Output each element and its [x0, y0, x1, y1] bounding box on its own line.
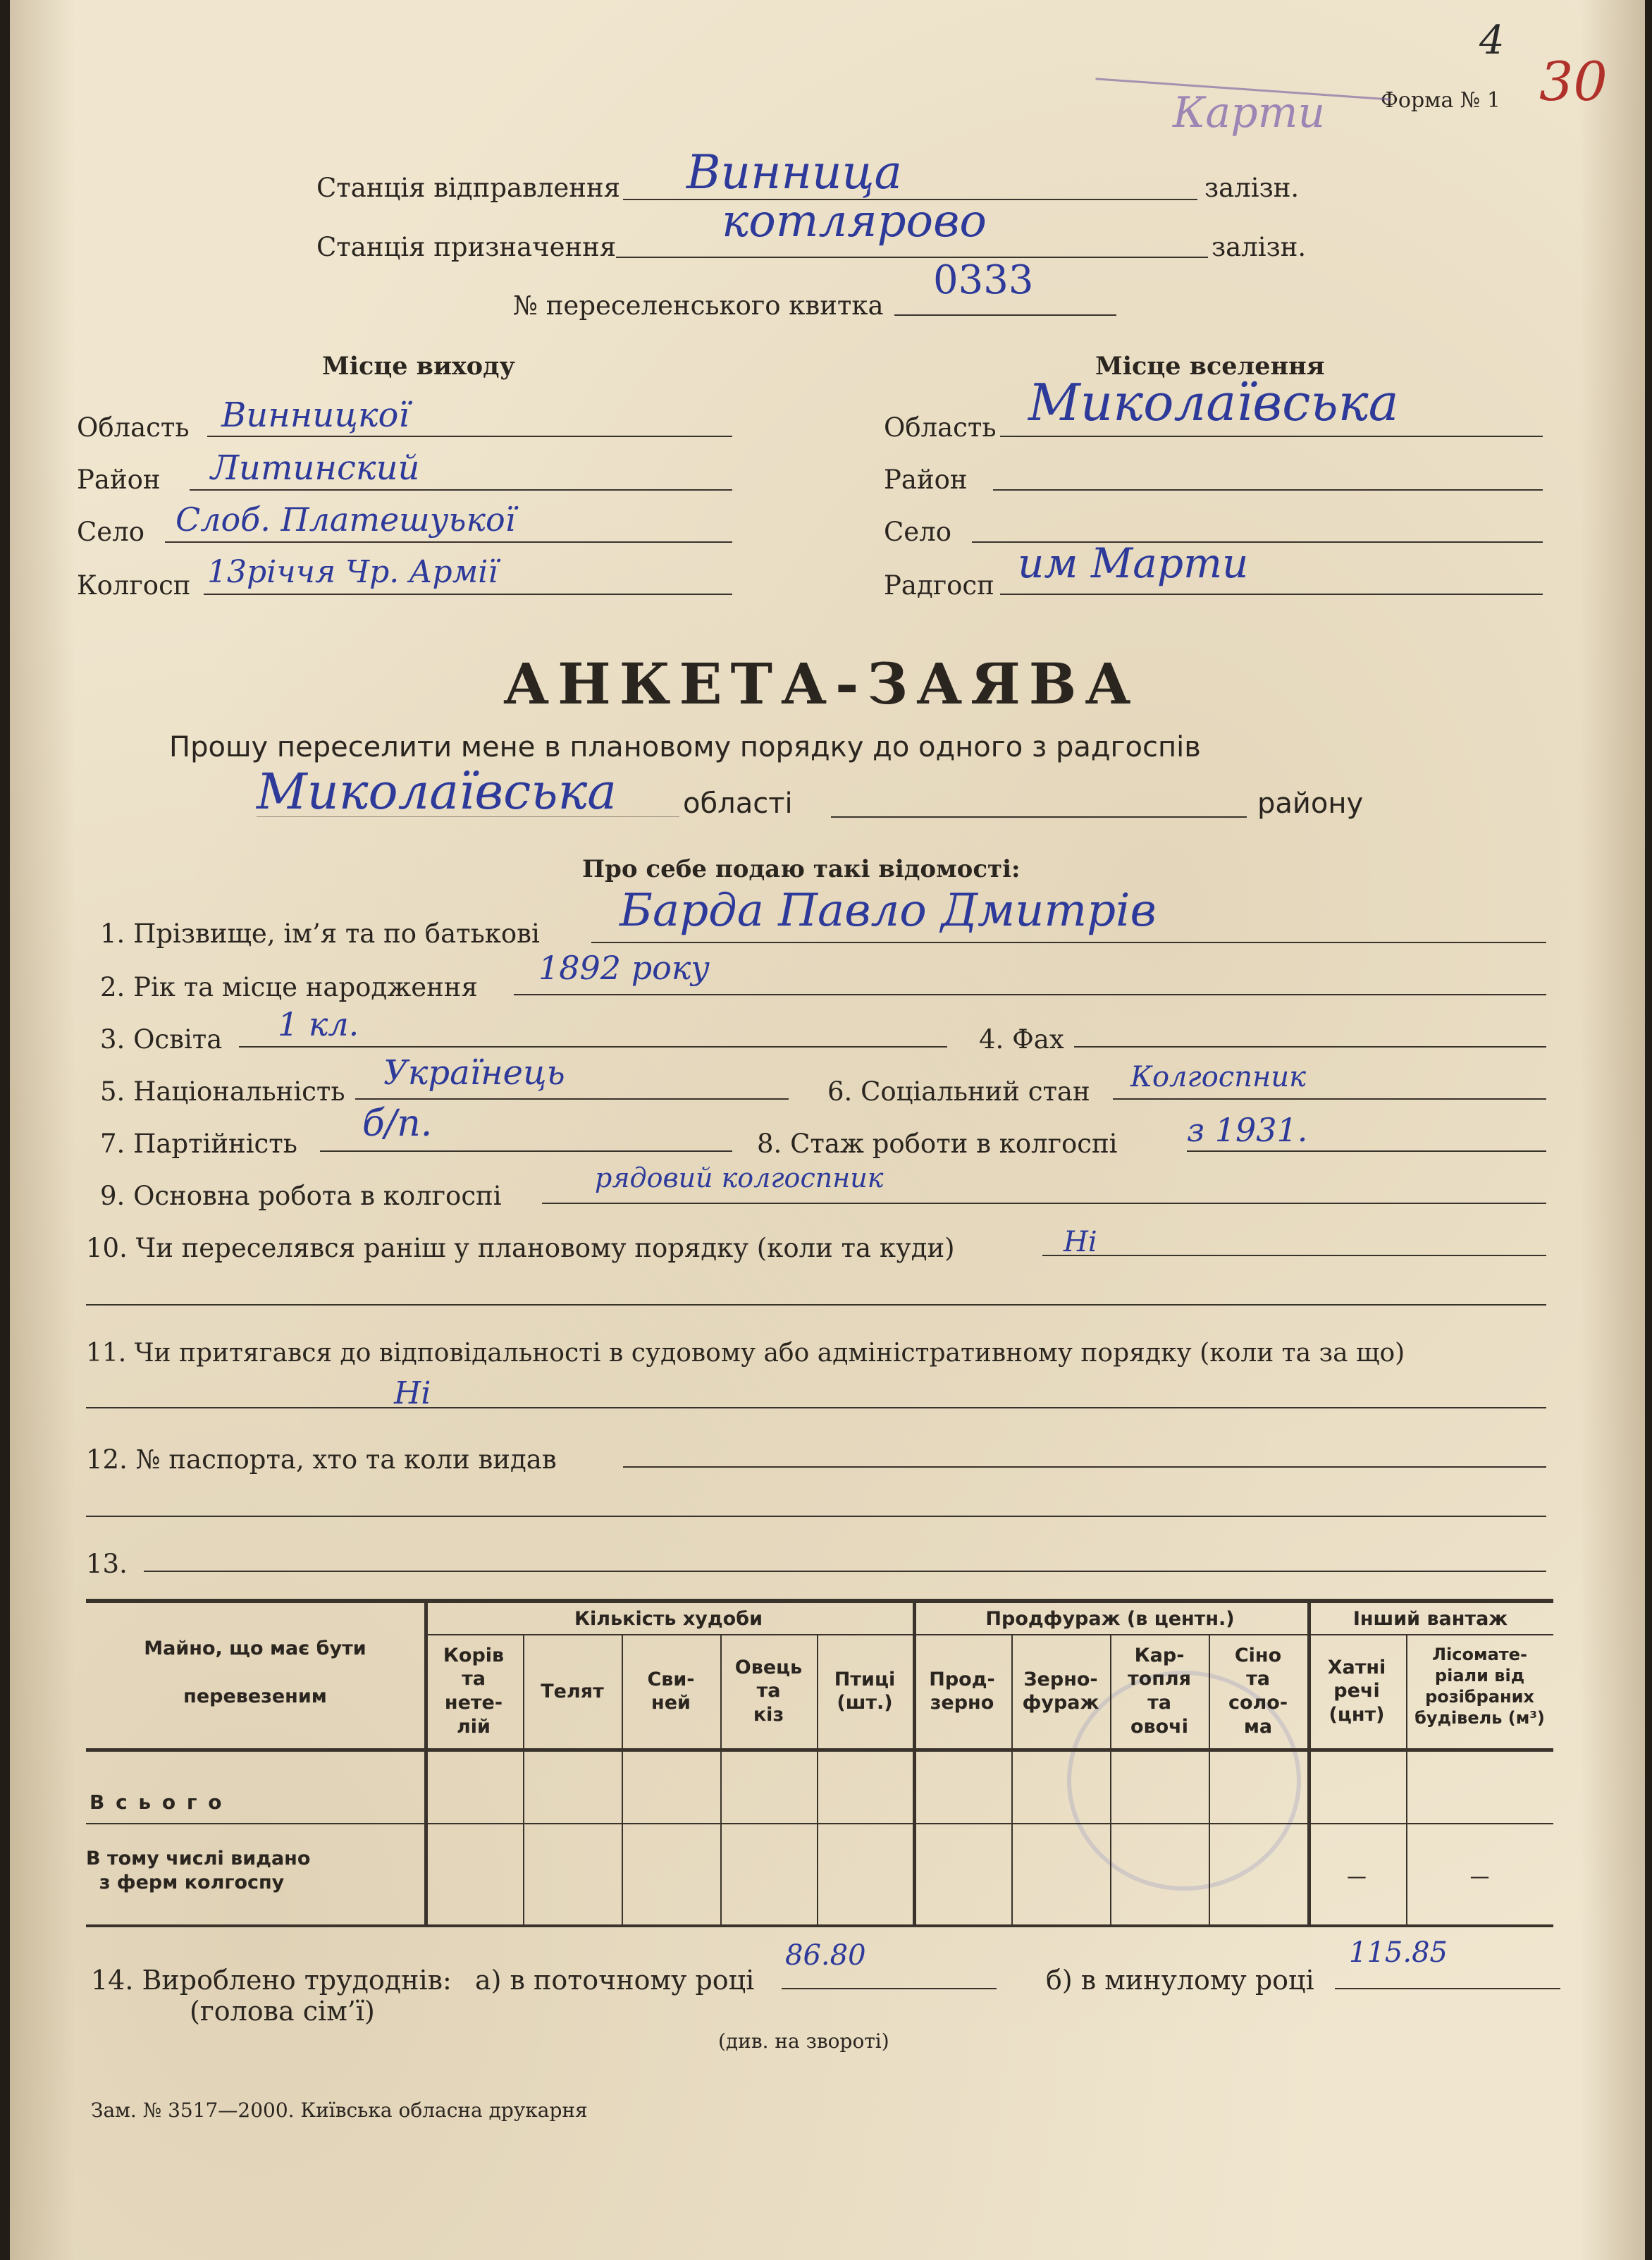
f2-label: 2. Рік та місце народження — [100, 972, 478, 1002]
table-header-rule — [86, 1748, 1553, 1752]
f5-value: Українець — [383, 1053, 565, 1093]
document-page — [10, 0, 1645, 2260]
f6-line — [1113, 1098, 1546, 1100]
table-col-property: Майно, що має бути перевезеним — [144, 1638, 366, 1707]
table-col-separator — [1307, 1599, 1311, 1924]
ticket-value: 0333 — [933, 257, 1034, 303]
f1-value: Барда Павло Дмитрів — [620, 885, 1157, 937]
workdays-label: 14. Вироблено трудоднів: — [91, 1965, 452, 1996]
table-col-separator — [523, 1634, 524, 1924]
hw-number-red: 30 — [1539, 50, 1608, 113]
origin-selo-label: Село — [77, 517, 144, 547]
departure-value: Винница — [686, 145, 902, 199]
workdays-previous-label: б) в минулому році — [1046, 1965, 1314, 1996]
table-col-header: Кар- топля та овочі — [1128, 1644, 1191, 1738]
table-group-livestock: Кількість худоби — [574, 1608, 763, 1630]
request-oblast-value: Миколаївська — [257, 763, 617, 821]
dest-raion-line — [993, 489, 1543, 491]
origin-heading: Місце виходу — [322, 352, 515, 381]
f8-label: 8. Стаж роботи в колгоспі — [757, 1129, 1118, 1159]
f7-value: б/п. — [362, 1103, 433, 1145]
request-raion-line — [831, 816, 1247, 818]
origin-kolhosp-value: 13річчя Чр. Армії — [207, 554, 498, 590]
table-cell: — — [1347, 1865, 1367, 1888]
f9-label: 9. Основна робота в колгоспі — [100, 1181, 502, 1211]
request-oblast-line — [257, 816, 679, 817]
table-row-total-label: В с ь о г о — [90, 1791, 224, 1814]
request-line1: Прошу переселити мене в плановому порядку до одного з радгоспів — [169, 731, 1201, 763]
departure-rail: залізн. — [1204, 173, 1300, 203]
f10-line2 — [86, 1304, 1546, 1306]
table-col-header: Корів та нете- лій — [443, 1644, 505, 1738]
f1-line — [591, 942, 1546, 943]
table-col-separator — [913, 1599, 916, 1924]
f1-label: 1. Прізвище, ім’я та по батькові — [100, 919, 540, 949]
table-col-separator — [424, 1599, 428, 1924]
request-raion-word: району — [1257, 787, 1364, 820]
f6-label: 6. Соціальний стан — [827, 1076, 1090, 1107]
dest-oblast-value: Миколаївська — [1028, 373, 1399, 432]
destination-heading: Місце вселення — [1095, 352, 1325, 381]
f4-line — [1074, 1046, 1546, 1048]
hw-number-top: 4 — [1479, 18, 1505, 63]
f13-line — [144, 1571, 1546, 1572]
f10-value: Ні — [1064, 1226, 1097, 1258]
table-col-separator — [1110, 1634, 1111, 1924]
f2-value: 1892 року — [538, 949, 710, 987]
origin-oblast-line — [207, 436, 732, 437]
f10-label: 10. Чи переселявся раніш у плановому порядку (коли та куди) — [86, 1233, 955, 1263]
f9-value: рядовий колгоспник — [595, 1162, 884, 1193]
origin-oblast-label: Область — [77, 412, 190, 443]
table-col-separator — [720, 1634, 722, 1924]
hw-scribble: Карти — [1173, 88, 1326, 137]
table-col-header: Сви- ней — [647, 1668, 695, 1714]
request-oblast-word: області — [683, 787, 793, 820]
f3-value: 1 кл. — [278, 1005, 359, 1043]
f11-label: 11. Чи притягався до відповідальності в судовому або адміністративному порядку (коли та за що) — [86, 1339, 1405, 1368]
origin-raion-value: Литинский — [211, 448, 420, 488]
table-col-header: Хатні речі (цнт) — [1327, 1656, 1386, 1726]
arrival-value: котлярово — [722, 195, 987, 247]
origin-kolhosp-line — [204, 594, 732, 595]
workdays-previous-line — [1335, 1988, 1560, 1989]
dest-raion-label: Район — [884, 465, 968, 495]
f5-label: 5. Національність — [100, 1076, 345, 1107]
f13-label: 13. — [86, 1549, 128, 1579]
table-col-separator — [622, 1634, 623, 1924]
ticket-line — [894, 314, 1116, 316]
table-col-header: Сіно та соло- ма — [1228, 1644, 1288, 1738]
f4-label: 4. Фах — [979, 1024, 1064, 1055]
f2-line — [514, 994, 1546, 995]
f3-label: 3. Освіта — [100, 1024, 223, 1055]
table-col-header: Прод- зерно — [929, 1668, 995, 1714]
f9-line — [542, 1203, 1546, 1204]
f8-line — [1187, 1150, 1546, 1152]
f8-value: з 1931. — [1187, 1111, 1308, 1149]
f11-value: Ні — [394, 1375, 431, 1411]
table-bottom-border — [86, 1924, 1553, 1927]
origin-selo-line — [165, 541, 732, 543]
workdays-current-line — [782, 1988, 997, 1989]
origin-kolhosp-label: Колгосп — [77, 570, 191, 601]
table-group-rule — [424, 1634, 1553, 1635]
table-col-separator — [1406, 1634, 1407, 1924]
workdays-previous-value: 115.85 — [1349, 1936, 1448, 1969]
f6-value: Колгоспник — [1130, 1061, 1306, 1093]
f7-label: 7. Партійність — [100, 1129, 297, 1159]
origin-selo-value: Слоб. Платешуької — [175, 500, 516, 539]
dest-oblast-line — [1000, 436, 1543, 437]
document-title: АНКЕТА-ЗАЯВА — [503, 651, 1140, 717]
origin-raion-label: Район — [77, 465, 161, 495]
table-cell: — — [1469, 1865, 1490, 1888]
origin-raion-line — [190, 489, 732, 491]
table-top-border — [86, 1599, 1553, 1603]
table-col-separator — [1209, 1634, 1210, 1924]
table-col-header: Птиці (шт.) — [834, 1668, 896, 1714]
info-heading: Про себе подаю такі відомості: — [582, 855, 1021, 883]
f7-line — [320, 1150, 732, 1152]
f5-line — [355, 1098, 789, 1100]
table-row-farms-label: В тому числі видано з ферм колгоспу — [86, 1848, 311, 1893]
origin-oblast-value: Винницкої — [221, 395, 409, 435]
workdays-sublabel: (голова сім’ї) — [190, 1996, 375, 2027]
workdays-current-label: а) в поточному році — [475, 1965, 755, 1996]
table-col-header: Зерно- фураж — [1022, 1668, 1099, 1714]
workdays-current-value: 86.80 — [785, 1939, 866, 1972]
dest-oblast-label: Область — [884, 412, 997, 443]
f11-line — [86, 1407, 1546, 1408]
form-number: Форма № 1 — [1381, 88, 1500, 113]
table-group-other: Інший вантаж — [1352, 1608, 1508, 1630]
dest-selo-label: Село — [884, 517, 951, 547]
f10-line — [1042, 1255, 1546, 1256]
arrival-rail: залізн. — [1212, 232, 1307, 262]
arrival-line — [616, 257, 1208, 258]
table-col-header: Телят — [541, 1680, 604, 1702]
f12-line2 — [86, 1516, 1546, 1517]
f12-line — [623, 1466, 1546, 1468]
table-col-header: Овець та кіз — [734, 1656, 803, 1726]
table-col-separator — [817, 1634, 818, 1924]
table-group-fodder: Продфураж (в центн.) — [985, 1608, 1235, 1630]
f12-label: 12. № паспорта, хто та коли видав — [86, 1444, 557, 1475]
table-col-separator — [1011, 1634, 1013, 1924]
dest-radhosp-line — [1000, 594, 1543, 595]
table-col-header: Лісомате- ріали від розібраних будівель (м³) — [1414, 1644, 1545, 1728]
dest-radhosp-label: Радгосп — [884, 570, 994, 601]
dest-radhosp-value: им Марти — [1018, 539, 1249, 587]
f3-line — [239, 1046, 947, 1048]
footer-imprint: Зам. № 3517—2000. Київська обласна друкарня — [91, 2099, 588, 2122]
departure-label: Станція відправлення — [316, 173, 620, 203]
table-row-rule — [86, 1823, 1553, 1824]
ticket-label: № переселенського квитка — [513, 290, 884, 321]
turn-note: (див. на звороті) — [718, 2029, 889, 2053]
arrival-label: Станція призначення — [316, 232, 617, 262]
